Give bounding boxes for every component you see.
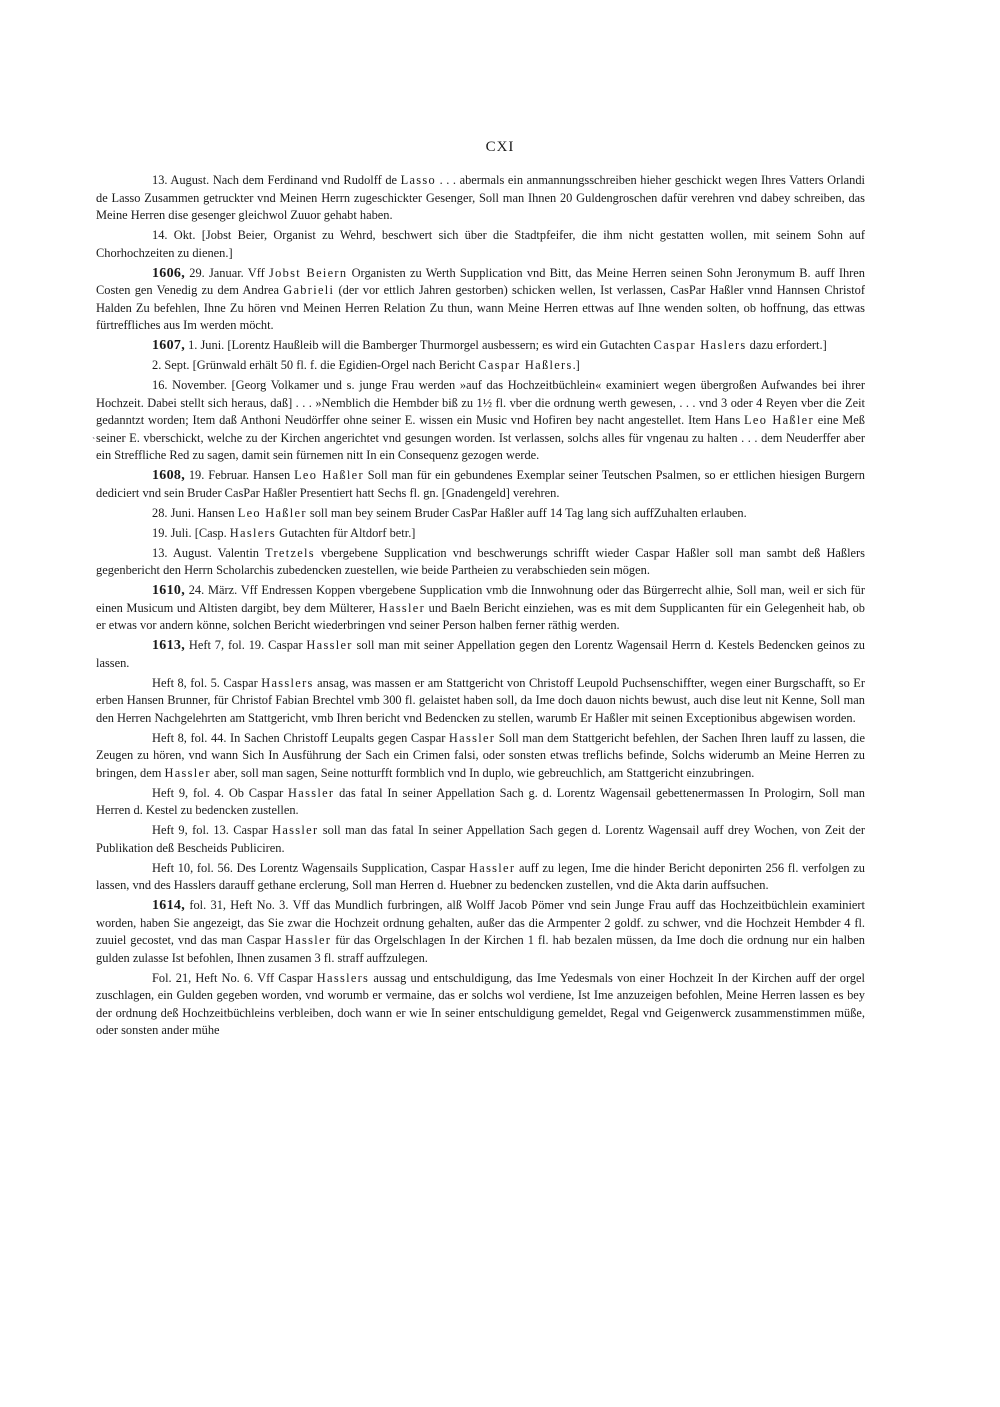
text-segment: Soll man für ein gebundenes Exemplar seiner Teutschen Psalmen, so er ettlichen hiesigen Burgern dediciert vnd sein Bruder CasPar Haßler Presentiert hatt Sechs fl. gn. [Gnadengeld] verehren. <box>96 468 865 500</box>
entry-date: fol. 31, Heft No. 3. <box>185 898 289 912</box>
text-segment: Nach dem Ferdinand vnd Rudolff de <box>209 173 401 187</box>
spaced-name: Hassler <box>448 730 496 745</box>
spaced-name: Tretzels <box>265 545 315 560</box>
paragraph <box>96 357 865 375</box>
entry-date: 28. Juni. <box>152 505 195 520</box>
text-segment: [Casp. <box>191 525 230 540</box>
spaced-name: Hassler <box>469 860 516 875</box>
entry-date: 24. März. <box>185 583 238 597</box>
spaced-name: Gabrieli <box>283 283 335 297</box>
text-segment: Ob Caspar <box>223 785 289 800</box>
entry-date: 16. November. <box>152 378 227 392</box>
text-segment: das fatal In seiner Appellation Sach g. d. Lorentz Wagensail gebettenermassen In Prologirn, Soll man Herren d. Kestel zu bedencken zustellen. <box>96 785 865 817</box>
spaced-name: Hasslers <box>261 675 314 690</box>
paragraph <box>96 970 865 1040</box>
entry-date: 13. August. <box>152 173 210 187</box>
text-segment: für das Orgelschlagen In der Kirchen 1 fl. hab bezalen müssen, da Ime doch die ordnung nur ein halben gulden zulasse Ist befohlen, Ihnen zusamen 3 fl. straff auffzulegen. <box>96 933 865 965</box>
spaced-name: Jobst Beiern <box>269 265 348 280</box>
entry-date: Fol. 21, Heft No. 6. <box>152 970 254 985</box>
paragraph <box>96 582 865 635</box>
year-heading: 1608, <box>152 468 185 483</box>
body-text <box>96 172 865 1042</box>
entry-date: 14. Okt. <box>152 228 196 242</box>
spaced-name: Caspar Haßlers <box>478 358 573 372</box>
paragraph <box>96 265 865 335</box>
entry-date: 2. Sept. <box>152 358 190 372</box>
spaced-name: Leo Haßler <box>237 505 307 520</box>
paragraph <box>96 822 865 857</box>
spaced-name: Hassler <box>306 638 353 652</box>
paragraph <box>96 897 865 967</box>
paragraph <box>96 730 865 783</box>
text-segment: Soll man dem Stattgericht befehlen, der Sachen Ihren lauff zu lassen, die Zeugen zu hören, vnd wann Sich In Ausführung der Sach ein Crimen falsi, oder sonsten etwas treflichs befinde, Solchs widerumb an Meine Herren zu bringen, dem <box>96 730 865 780</box>
paragraph <box>96 545 865 580</box>
text-segment: Gutachten für Altdorf betr.] <box>276 525 416 540</box>
text-segment: Vff <box>243 265 269 280</box>
text-segment: auff zu legen, Ime die hinder Bericht deponirten 256 fl. verfolgen zu lassen, vnd des Hasslers darauff gethane erclerung, Soll man Herren d. Huebner zu bedencken zustellen, vnd die Akta darin auffsuchen. <box>96 860 865 892</box>
text-segment: vbergebene Supplication vnd beschwerungs schrifft wieder Caspar Haßler soll man sambt deß Haßlers gegenbericht den Herrn Scholarchis zubedencken zuestellen, wie beide Partheien zu verabschieden sein mögen. <box>96 545 865 577</box>
text-segment: Hansen <box>194 505 238 520</box>
entry-date: 19. Juli. <box>152 525 192 540</box>
spaced-name: Hasslers <box>316 970 370 985</box>
text-segment: Caspar <box>264 638 307 652</box>
paragraph <box>96 227 865 262</box>
text-segment: [Lorentz Haußleib will die Bamberger Thurmorgel ausbessern; es wird ein Gutachten <box>224 338 654 352</box>
text-segment: Des Lorentz Wagensails Supplication, Caspar <box>232 860 470 875</box>
year-heading: 1607, <box>152 338 185 353</box>
text-segment: soll man das fatal In seiner Appellation Sach gegen d. Lorentz Wagensail auff drey Wochen, von Zeit der Publikation deß Bescheids Publiciren. <box>96 823 866 855</box>
text-segment: Vff das Mundlich furbringen, alß Wolff Jacob Pömer vnd sein Junge Frau auff das Hochzeitbüchlein examiniert worden, haben Sie angezeigt, das Sie zwar die Hochzeit ordnung gehalten, außer das die Armpenter 2 goldf. zu schwer, vnd die Hochzeit Hembder 4 fl. zuuiel gecostet, vnd das man Caspar <box>96 898 865 947</box>
text-segment: ansag, was massen er am Stattgericht von Christoff Leupold Puchsenschiffter, wegen einer Burgschafft, so Er erben Hansen Brunner, für Christof Fabian Brechtel vmb 300 fl. gelaistet haben soll, da Ime doch dauon nichts bewust, auch dise leut nit Kenne, Soll man den Herren Nachgelehrten am Stattgericht, vmb Ihren bericht vnd Bedencken zu stellen, warumb Er Haßler mit seinen Exceptionibus abgewisen worden. <box>96 675 865 725</box>
text-segment: . . . abermals ein anmannungsschreiben hieher geschickt wegen Ihres Vatters Orlandi de Lasso Zusammen getruckter vnd Meinen Herrn zugeschickter Gesenger, Soll man Ihnen 20 Guldengroschen dafür verehren vnd dabey schreiben, das Meine Herren dise gesenger gleichwol Zuuor gehabt haben. <box>96 173 865 222</box>
entry-date: Heft 8, fol. 44. <box>152 730 227 745</box>
paragraph <box>96 525 865 543</box>
text-segment: .] <box>572 358 580 372</box>
paragraph <box>96 860 865 895</box>
year-heading: 1610, <box>152 583 185 598</box>
entry-date: 19. Februar. <box>185 468 250 482</box>
spaced-name: Caspar Haslers <box>653 338 747 352</box>
text-segment: aussag und entschuldigung, das Ime Yedesmals von einer Hochzeit In der Kirchen auff der orgel zuschlagen, ein Gulden gegeben worden, vnd worumb er vermaine, das er solchs wol verdiene, Ist Ime anzuzeigen befohlen, Meine Herren lassen es bey der ordnung deß Hochzeitbüchleins verbleiben, doch wann er wie In seiner entschuldigung gemeldet, Regal vnd Geigenwerck zusammenstimmen müße, oder sonsten ander mühe <box>96 970 866 1037</box>
page-number: CXI <box>485 139 515 155</box>
text-segment: soll man mit seiner Appellation gegen den Lorentz Wagensail Herrn d. Kestels Bedencken geinos zu lassen. <box>96 638 865 670</box>
entry-date: 29. Januar. <box>185 265 244 280</box>
paragraph <box>96 337 865 355</box>
spaced-name: Hassler <box>284 933 332 947</box>
text-segment: soll man bey seinem Bruder CasPar Haßler auff 14 Tag lang sich auffZuhalten erlauben. <box>306 505 747 520</box>
text-segment: eine Meß seiner E. vberschickt, welche zu der Kirchen angerichtet vnd gesungen worden. Ist verlassen, solchs alles für vngenau zu halten . . . dem Neuderffer aber ein Streffliche Red zu sagen, damit sein fürnemen nitt In ein Consequenz gezogen werde. <box>96 413 865 462</box>
text-segment: Organisten zu Werth Supplication vnd Bitt, das Meine Herren seinen Sohn Jeronymum B. auff Ihren Costen gen Venedig zu dem Andrea <box>96 265 866 297</box>
spaced-name: Hassler <box>378 600 426 615</box>
text-segment: Valentin <box>211 545 266 560</box>
entry-date: Heft 9, fol. 13. <box>152 823 229 837</box>
stray-mark: ` <box>92 437 96 448</box>
text-segment: [Grünwald erhält 50 fl. f. die Egidien-Orgel nach Bericht <box>189 358 479 372</box>
text-segment: (der vor ettlich Jahren gestorben) schicken wellen, Ist verlassen, CasPar Haßler vnnd Hannsen Christof Halden Zu befehlen, Ihne Zu hören vnd Meinen Herren Relation Zu thun, wann Meine Herren ettwas auf Ihne wenden solten, ob hoffnung, das ettwas fürtreffliches aus Im werden möcht. <box>96 283 865 332</box>
year-heading: 1613, <box>152 638 185 653</box>
entry-date: Heft 10, fol. 56. <box>152 860 233 875</box>
text-segment: Vff Endressen Koppen vbergebene Supplication vmb die Innwohnung oder das Bürgerrecht alhie, Soll man, weil er sich für einen Musicum und Altisten dargibt, bey dem Mülterer, <box>96 583 865 615</box>
spaced-name: Leo Haßler <box>294 468 364 482</box>
year-heading: 1614, <box>152 898 185 913</box>
year-heading: 1606, <box>152 265 185 281</box>
entry-date: 1. Juni. <box>185 338 225 352</box>
paragraph <box>96 785 865 820</box>
paragraph <box>96 505 865 523</box>
text-segment: und Baeln Bericht einziehen, was es mit dem Supplicanten für ein Gelegenheit hab, ob er etwas vor andern könne, solchen Bericht wiederbringen vnd seiner Person halben ferner räthig werden. <box>96 600 865 632</box>
spaced-name: Hassler <box>288 785 335 800</box>
text-segment: Caspar <box>228 823 273 837</box>
text-segment: [Jobst Beier, Organist zu Wehrd, beschwert sich über die Stadtpfeifer, die ihm nicht gestatten wollen, mit seinem Sohn auf Chorhochzeiten zu dienen.] <box>96 228 865 260</box>
spaced-name: Lasso <box>400 173 437 187</box>
paragraph <box>96 172 865 225</box>
text-segment: Hansen <box>249 468 295 482</box>
entry-date: 13. August. <box>152 545 212 560</box>
text-segment: Caspar <box>219 675 262 690</box>
entry-date: Heft 9, fol. 4. <box>152 785 224 800</box>
spaced-name: Leo Haßler <box>744 413 814 427</box>
paragraph <box>96 377 865 465</box>
paragraph <box>96 675 865 728</box>
text-segment: dazu erfordert.] <box>746 338 827 352</box>
spaced-name: Haslers <box>229 525 277 540</box>
text-segment: In Sachen Christoff Leupalts gegen Caspar <box>226 730 449 745</box>
paragraph <box>96 637 865 672</box>
paragraph <box>96 467 865 502</box>
spaced-name: Hassler <box>164 765 211 780</box>
entry-date: Heft 8, fol. 5. <box>152 675 220 690</box>
entry-date: Heft 7, fol. 19. <box>185 638 265 652</box>
text-segment: aber, soll man sagen, Seine notturfft formblich vnd In duplo, wie gebreuchlich, am Stattgericht einzubringen. <box>210 765 755 780</box>
text-segment: [Georg Volkamer und s. junge Frau werden »auf das Hochzeitbüchlein« examiniert wegen übergroßen Aufwandes bei ihrer Hochzeit. Dabei stellt sich heraus, daß] . . . »Nemblich die Hembder biß zu 1½ fl. vber die ordnung werth gewesen, . . . vnd 3 oder 4 Reyen vber die Zeit gedanntzt worden; Item daß Anthoni Neudörffer ohne seiner E. wissen ein Music vnd Hofiren bey nacht angestellet. Item Hans <box>96 378 865 427</box>
text-segment: Vff Caspar <box>253 970 317 985</box>
spaced-name: Hassler <box>272 823 319 837</box>
